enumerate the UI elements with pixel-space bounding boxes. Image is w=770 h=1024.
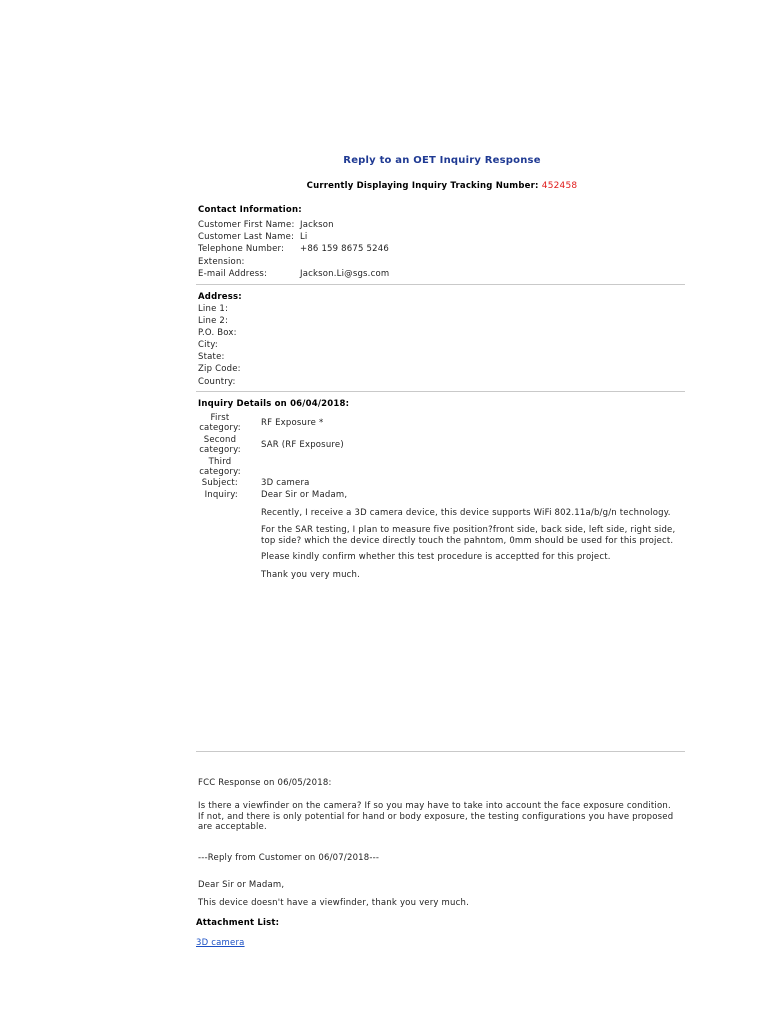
second-category-value: SAR (RF Exposure) [261, 440, 344, 450]
field-value: +86 159 8675 5246 [300, 244, 389, 254]
inquiry-paragraph: Please kindly confirm whether this test procedure is acceptted for this project. [261, 552, 611, 562]
subject-label: Subject: [201, 478, 238, 488]
divider [196, 751, 685, 752]
label-line: category: [199, 445, 241, 455]
contact-heading: Contact Information: [198, 205, 302, 215]
field-label: Customer First Name: [198, 220, 295, 230]
tracking-label: Currently Displaying Inquiry Tracking Number: [306, 181, 539, 191]
address-zip-label: Zip Code: [198, 364, 241, 374]
second-category-label [198, 435, 242, 455]
fcc-response-heading: FCC Response on 06/05/2018: [198, 778, 332, 788]
label-line: First [210, 413, 230, 423]
address-line2-label: Line 2: [198, 316, 229, 326]
field-value [300, 257, 678, 269]
divider [196, 284, 685, 285]
contact-row-last-name [198, 232, 678, 244]
first-category-label [198, 413, 242, 433]
contact-row-extension [198, 257, 678, 269]
label-line: category: [199, 423, 241, 433]
field-value: Jackson.Li@sgs.com [300, 269, 390, 279]
inquiry-heading: Inquiry Details on 06/04/2018: [198, 399, 350, 409]
customer-reply-text: This device doesn't have a viewfinder, thank you very much. [198, 898, 469, 908]
field-label: Telephone Number: [198, 244, 285, 254]
divider [196, 391, 685, 392]
contact-row-email [198, 269, 678, 281]
customer-reply-greeting: Dear Sir or Madam, [198, 880, 285, 890]
inquiry-greeting: Dear Sir or Madam, [261, 490, 348, 500]
field-value: Li [300, 232, 308, 242]
first-category-value: RF Exposure * [261, 418, 324, 428]
address-city-label: City: [198, 340, 218, 350]
subject-value: 3D camera [261, 478, 310, 488]
fcc-response-text: Is there a viewfinder on the camera? If so you may have to take into account the face exposure condition. If not, and there is only potential for hand or body exposure, the testing configurations you have proposed are acceptable. [198, 801, 674, 832]
address-line1-label: Line 1: [198, 304, 229, 314]
field-label: Customer Last Name: [198, 232, 295, 242]
inquiry-paragraph: For the SAR testing, I plan to measure five position?front side, back side, left side, right side, top side? which the device directly touch the pahntom, 0mm should be used for this project. [261, 525, 676, 546]
label-line: category: [199, 467, 241, 477]
contact-row-telephone [198, 244, 678, 256]
label-line: Third [208, 457, 232, 467]
address-heading: Address: [198, 292, 242, 302]
address-country-label: Country: [198, 377, 236, 387]
inquiry-paragraph: Thank you very much. [261, 570, 361, 580]
page-title: Reply to an OET Inquiry Response [343, 155, 541, 166]
address-state-label: State: [198, 352, 225, 362]
field-label: E-mail Address: [198, 269, 268, 279]
inquiry-paragraph: Recently, I receive a 3D camera device, this device supports WiFi 802.11a/b/g/n technology. [261, 508, 671, 518]
attachment-link-3d-camera[interactable]: 3D camera [196, 938, 245, 948]
tracking-number: 452458 [541, 181, 578, 191]
inquiry-label: Inquiry: [204, 490, 238, 500]
third-category-label [198, 457, 242, 477]
field-label: Extension: [198, 257, 245, 267]
customer-reply-heading: ---Reply from Customer on 06/07/2018--- [198, 853, 380, 863]
contact-row-first-name [198, 220, 678, 232]
address-pobox-label: P.O. Box: [198, 328, 237, 338]
label-line: Second [203, 435, 237, 445]
tracking-line [0, 181, 770, 191]
field-value: Jackson [300, 220, 334, 230]
attachment-heading: Attachment List: [196, 918, 280, 928]
